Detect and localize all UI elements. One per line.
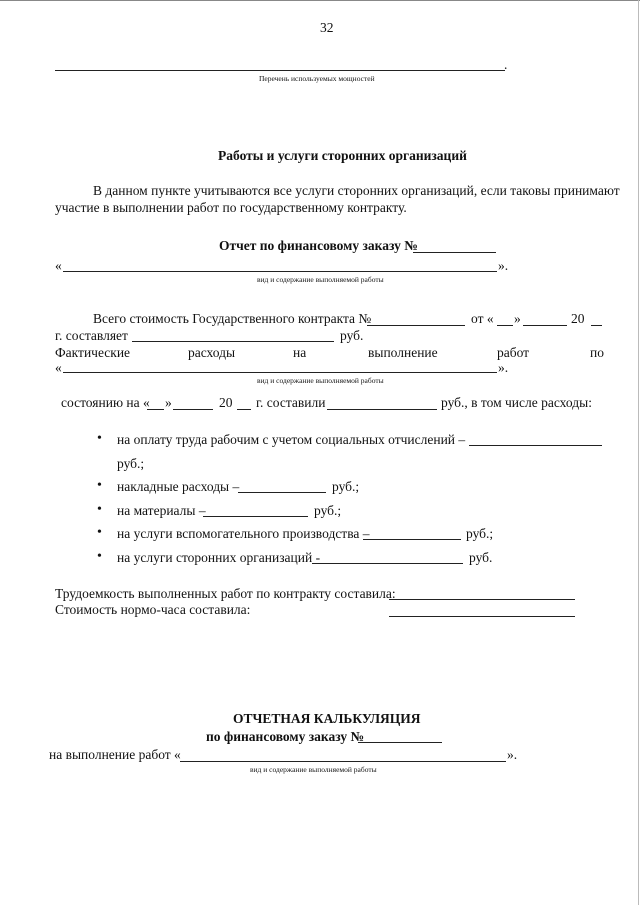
state-amount-blank (327, 409, 437, 410)
report-work-blank (63, 271, 497, 272)
state-month-blank (173, 409, 213, 410)
bullet-icon: • (97, 549, 102, 564)
cost-year-label: 20 (571, 311, 585, 326)
norm-hour-blank (389, 616, 575, 617)
cost-rub-label: руб. (340, 328, 364, 343)
page-top-edge (0, 0, 640, 1)
report-caption: вид и содержание выполняемой работы (257, 275, 384, 284)
calc-work-label: на выполнение работ « (49, 747, 181, 762)
calc-subtitle: по финансовому заказу № (206, 729, 365, 744)
section-paragraph-line1: В данном пункте учитываются все услуги сторонних организаций, если таковы принимают (93, 183, 620, 198)
year-blank (591, 325, 602, 326)
month-blank (523, 325, 567, 326)
word-actual: Фактические (55, 345, 131, 360)
cost-work-blank (63, 372, 497, 373)
expense-overhead-blank (238, 492, 326, 493)
expense-labor-blank (469, 445, 602, 446)
cost-work-close-quote: ». (498, 360, 509, 375)
page-right-edge (638, 0, 639, 905)
labor-intensity-label: Трудоемкость выполненных работ по контракту составила: (55, 586, 396, 601)
cost-from-label: от « (471, 311, 494, 326)
contract-number-blank (367, 325, 465, 326)
expense-item-labor: на оплату труда рабочим с учетом социальных отчислений – (117, 432, 466, 447)
capacities-caption: Перечень используемых мощностей (259, 74, 375, 83)
report-number-blank (413, 252, 496, 253)
capacities-blank-line (55, 70, 505, 71)
report-close-quote: ». (498, 258, 509, 273)
state-rub-label: руб., в том числе расходы: (441, 395, 592, 410)
norm-hour-label: Стоимость нормо-часа составила: (55, 602, 251, 617)
cost-work-caption: вид и содержание выполняемой работы (257, 376, 384, 385)
word-by: по (590, 345, 604, 360)
state-year-blank (237, 409, 251, 410)
cost-amount-label: г. составляет (55, 328, 128, 343)
word-execution: выполнение (368, 345, 438, 360)
word-expenses: расходы (188, 345, 236, 360)
section-title: Работы и услуги сторонних организаций (218, 148, 467, 163)
section-paragraph-line2: участие в выполнении работ по государственному контракту. (55, 200, 407, 215)
expense-item-auxiliary: на услуги вспомогательного производства – (117, 526, 370, 541)
bullet-icon: • (97, 478, 102, 493)
calc-caption: вид и содержание выполняемой работы (250, 765, 377, 774)
capacities-trail: . (504, 57, 508, 72)
expense-third-party-rub: руб. (469, 550, 493, 565)
expense-materials-blank (203, 516, 308, 517)
labor-intensity-blank (389, 599, 575, 600)
word-for: на (293, 345, 307, 360)
state-label: состоянию на « (61, 395, 150, 410)
state-day-blank (147, 409, 164, 410)
amount-blank (132, 341, 334, 342)
cost-contract-label: Всего стоимость Государственного контракта № (93, 311, 372, 326)
calc-work-blank (180, 761, 506, 762)
report-open-quote: « (55, 258, 62, 273)
expense-overhead-rub: руб.; (332, 479, 360, 494)
state-year-label: 20 (219, 395, 233, 410)
word-works: работ (497, 345, 530, 360)
expense-item-third-party: на услуги сторонних организаций - (117, 550, 321, 565)
expense-item-materials: на материалы – (117, 503, 206, 518)
expense-item-overhead: накладные расходы – (117, 479, 240, 494)
page-number: 32 (320, 20, 334, 35)
bullet-icon: • (97, 502, 102, 517)
cost-work-open-quote: « (55, 360, 62, 375)
expense-item-labor-rub: руб.; (117, 456, 145, 471)
bullet-icon: • (97, 525, 102, 540)
expense-auxiliary-blank (363, 539, 461, 540)
state-amount-label: г. составили (256, 395, 326, 410)
expense-auxiliary-rub: руб.; (466, 526, 494, 541)
calc-title: ОТЧЕТНАЯ КАЛЬКУЛЯЦИЯ (233, 711, 421, 726)
bullet-icon: • (97, 431, 102, 446)
report-title: Отчет по финансовому заказу № (219, 238, 418, 253)
calc-number-blank (358, 742, 442, 743)
expense-materials-rub: руб.; (314, 503, 342, 518)
expense-third-party-blank (312, 563, 463, 564)
day-blank (497, 325, 513, 326)
cost-quote-close: » (514, 311, 521, 326)
state-quote-close: » (165, 395, 172, 410)
calc-close-quote: ». (507, 747, 518, 762)
